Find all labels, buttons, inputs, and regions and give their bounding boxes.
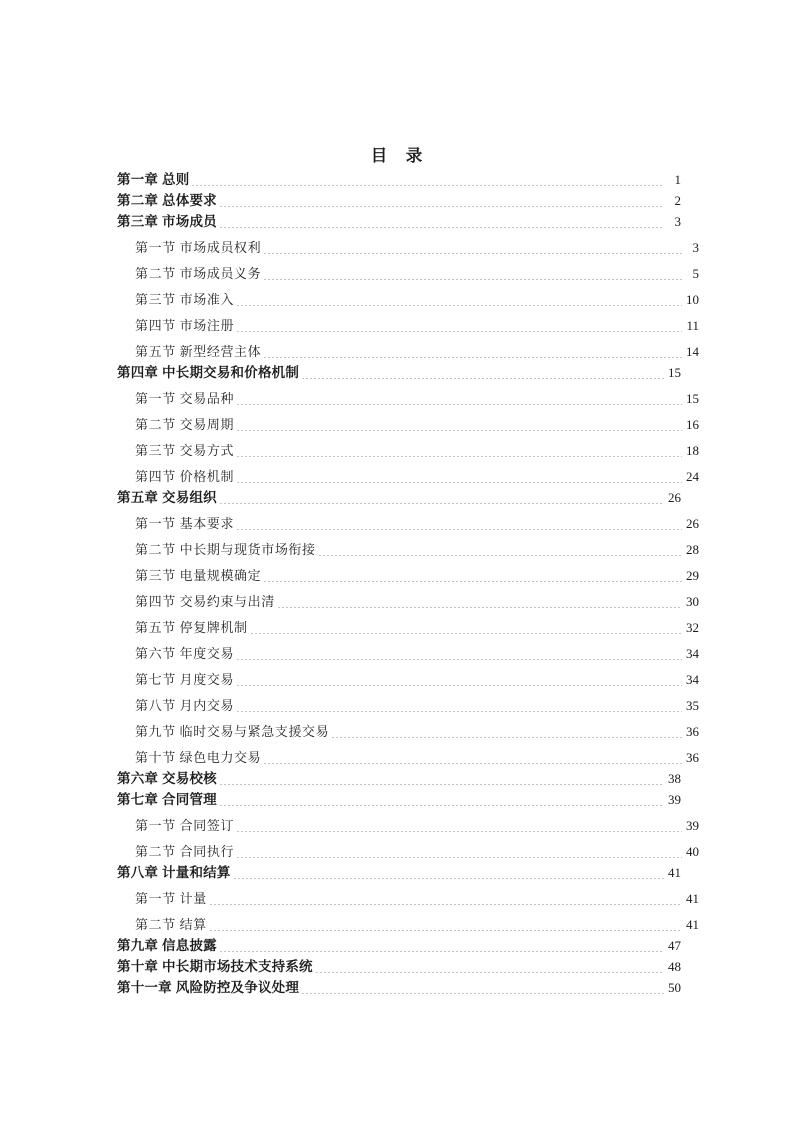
toc-page-number: 18 — [686, 443, 699, 458]
toc-page-number: 30 — [686, 594, 699, 609]
toc-page-number: 28 — [686, 542, 699, 557]
toc-chapter-row[interactable] — [115, 488, 681, 509]
toc-entry-label: 第七节 月度交易 — [135, 672, 235, 687]
toc-entry-label: 第四节 交易约束与出清 — [135, 594, 275, 609]
toc-entry-label: 第四章 中长期交易和价格机制 — [117, 365, 300, 380]
toc-entry-label: 第一节 合同签订 — [135, 818, 235, 833]
toc-page-number: 36 — [686, 724, 699, 739]
toc-entry-label: 第三节 电量规模确定 — [135, 568, 262, 583]
toc-dot-leader — [236, 436, 682, 462]
toc-entry-label: 第一章 总则 — [117, 172, 190, 187]
toc-entry-label: 第四节 市场注册 — [135, 318, 235, 333]
toc-dot-leader — [219, 936, 664, 957]
toc-dot-leader — [236, 410, 682, 436]
toc-entry-label: 第六节 年度交易 — [135, 646, 235, 661]
toc-entry-label: 第二节 结算 — [135, 917, 207, 932]
toc-page-number: 10 — [686, 292, 699, 307]
toc-dot-leader — [263, 561, 682, 587]
toc-entry-label: 第五节 停复牌机制 — [135, 620, 248, 635]
toc-page-number: 15 — [686, 391, 699, 406]
toc-entry-label: 第二章 总体要求 — [117, 193, 217, 208]
toc-entry-label: 第一节 交易品种 — [135, 391, 235, 406]
toc-dot-leader — [301, 363, 664, 384]
toc-dot-leader — [236, 285, 682, 311]
toc-chapter-row[interactable] — [115, 978, 681, 999]
toc-section-row[interactable] — [115, 509, 699, 535]
toc-chapter-row[interactable] — [115, 936, 681, 957]
toc-page-number: 16 — [686, 417, 699, 432]
toc-entry-label: 第二节 中长期与现货市场衔接 — [135, 542, 316, 557]
toc-dot-leader — [277, 587, 682, 613]
toc-section-row[interactable] — [115, 561, 699, 587]
toc-entry-label: 第十节 绿色电力交易 — [135, 750, 262, 765]
toc-page-number: 35 — [686, 698, 699, 713]
toc-page-number: 1 — [674, 172, 681, 187]
toc-page-number: 32 — [686, 620, 699, 635]
toc-section-row[interactable] — [115, 462, 699, 488]
toc-dot-leader — [219, 488, 664, 509]
toc-page-number: 40 — [686, 844, 699, 859]
toc-page-number: 34 — [686, 672, 699, 687]
toc-dot-leader — [315, 957, 664, 978]
toc-page-number: 34 — [686, 646, 699, 661]
toc-entry-label: 第六章 交易校核 — [117, 771, 217, 786]
toc-dot-leader — [331, 717, 682, 743]
toc-section-row[interactable] — [115, 535, 699, 561]
toc-page-number: 14 — [686, 344, 699, 359]
toc-section-row[interactable] — [115, 311, 699, 337]
toc-chapter-row[interactable] — [115, 863, 681, 884]
toc-dot-leader — [263, 743, 682, 769]
toc-dot-leader — [263, 337, 682, 363]
toc-entry-label: 第一节 市场成员权利 — [135, 240, 262, 255]
toc-chapter-row[interactable] — [115, 957, 681, 978]
toc-chapter-row[interactable] — [115, 191, 681, 212]
toc-dot-leader — [209, 884, 682, 910]
toc-entry-label: 第二节 市场成员义务 — [135, 266, 262, 281]
toc-dot-leader — [236, 691, 682, 717]
toc-dot-leader — [318, 535, 682, 561]
toc-section-row[interactable] — [115, 743, 699, 769]
toc-dot-leader — [191, 170, 664, 191]
toc-section-row[interactable] — [115, 665, 699, 691]
toc-dot-leader — [236, 384, 682, 410]
toc-entry-label: 第十一章 风险防控及争议处理 — [117, 980, 300, 995]
toc-page-number: 29 — [686, 568, 699, 583]
toc-page-number: 50 — [668, 980, 681, 995]
toc-chapter-row[interactable] — [115, 212, 681, 233]
toc-page-number: 3 — [674, 214, 681, 229]
toc-section-row[interactable] — [115, 884, 699, 910]
toc-entry-label: 第二节 交易周期 — [135, 417, 235, 432]
toc-dot-leader — [236, 462, 682, 488]
toc-dot-leader — [236, 811, 682, 837]
toc-section-row[interactable] — [115, 436, 699, 462]
toc-dot-leader — [219, 191, 664, 212]
toc-section-row[interactable] — [115, 691, 699, 717]
toc-section-row[interactable] — [115, 410, 699, 436]
toc-page-number: 36 — [686, 750, 699, 765]
toc-page-number: 24 — [686, 469, 699, 484]
toc-entry-label: 第一节 计量 — [135, 891, 207, 906]
toc-entry-label: 第五章 交易组织 — [117, 490, 217, 505]
toc-dot-leader — [236, 311, 682, 337]
toc-dot-leader — [236, 509, 682, 535]
toc-section-row[interactable] — [115, 837, 699, 863]
toc-dot-leader — [236, 639, 682, 665]
toc-entry-label: 第五节 新型经营主体 — [135, 344, 262, 359]
toc-entry-label: 第八章 计量和结算 — [117, 865, 231, 880]
toc-entry-label: 第一节 基本要求 — [135, 516, 235, 531]
toc-dot-leader — [236, 837, 682, 863]
toc-section-row[interactable] — [115, 613, 699, 639]
toc-page-number: 41 — [668, 865, 681, 880]
toc-chapter-row[interactable] — [115, 363, 681, 384]
toc-page-number: 3 — [692, 240, 699, 255]
toc-page-number: 39 — [686, 818, 699, 833]
toc-entry-label: 第三节 交易方式 — [135, 443, 235, 458]
toc-page-number: 2 — [674, 193, 681, 208]
toc-dot-leader — [219, 769, 664, 790]
toc-dot-leader — [263, 233, 682, 259]
toc-dot-leader — [250, 613, 682, 639]
toc-entry-label: 第二节 合同执行 — [135, 844, 235, 859]
toc-entry-label: 第七章 合同管理 — [117, 792, 217, 807]
toc-page-number: 26 — [686, 516, 699, 531]
toc-entry-label: 第四节 价格机制 — [135, 469, 235, 484]
toc-page-number: 5 — [692, 266, 699, 281]
toc-section-row[interactable] — [115, 337, 699, 363]
toc-entry-label: 第九章 信息披露 — [117, 938, 217, 953]
toc-section-row[interactable] — [115, 811, 699, 837]
toc-dot-leader — [219, 790, 664, 811]
toc-section-row[interactable] — [115, 384, 699, 410]
toc-page-number: 41 — [686, 917, 699, 932]
toc-entry-label: 第八节 月内交易 — [135, 698, 235, 713]
toc-page-number: 15 — [668, 365, 681, 380]
toc-chapter-row[interactable] — [115, 769, 681, 790]
toc-page-number: 38 — [668, 771, 681, 786]
toc-section-row[interactable] — [115, 639, 699, 665]
toc-dot-leader — [209, 910, 682, 936]
toc-entry-label: 第三节 市场准入 — [135, 292, 235, 307]
toc-dot-leader — [301, 978, 664, 999]
table-of-contents — [115, 170, 699, 999]
toc-chapter-row[interactable] — [115, 790, 681, 811]
toc-section-row[interactable] — [115, 587, 699, 613]
toc-page-number: 47 — [668, 938, 681, 953]
toc-entry-label: 第三章 市场成员 — [117, 214, 217, 229]
toc-section-row[interactable] — [115, 717, 699, 743]
toc-dot-leader — [219, 212, 664, 233]
toc-entry-label: 第九节 临时交易与紧急支援交易 — [135, 724, 330, 739]
toc-page-number: 11 — [686, 318, 699, 333]
toc-section-row[interactable] — [115, 259, 699, 285]
toc-page-number: 26 — [668, 490, 681, 505]
toc-page-number: 48 — [668, 959, 681, 974]
toc-dot-leader — [263, 259, 682, 285]
toc-section-row[interactable] — [115, 910, 699, 936]
toc-section-row[interactable] — [115, 233, 699, 259]
toc-dot-leader — [236, 665, 682, 691]
toc-dot-leader — [233, 863, 664, 884]
page-title: 目 录 — [370, 146, 424, 165]
toc-entry-label: 第十章 中长期市场技术支持系统 — [117, 959, 313, 974]
toc-page-number: 41 — [686, 891, 699, 906]
toc-page-number: 39 — [668, 792, 681, 807]
toc-section-row[interactable] — [115, 285, 699, 311]
toc-chapter-row[interactable] — [115, 170, 681, 191]
